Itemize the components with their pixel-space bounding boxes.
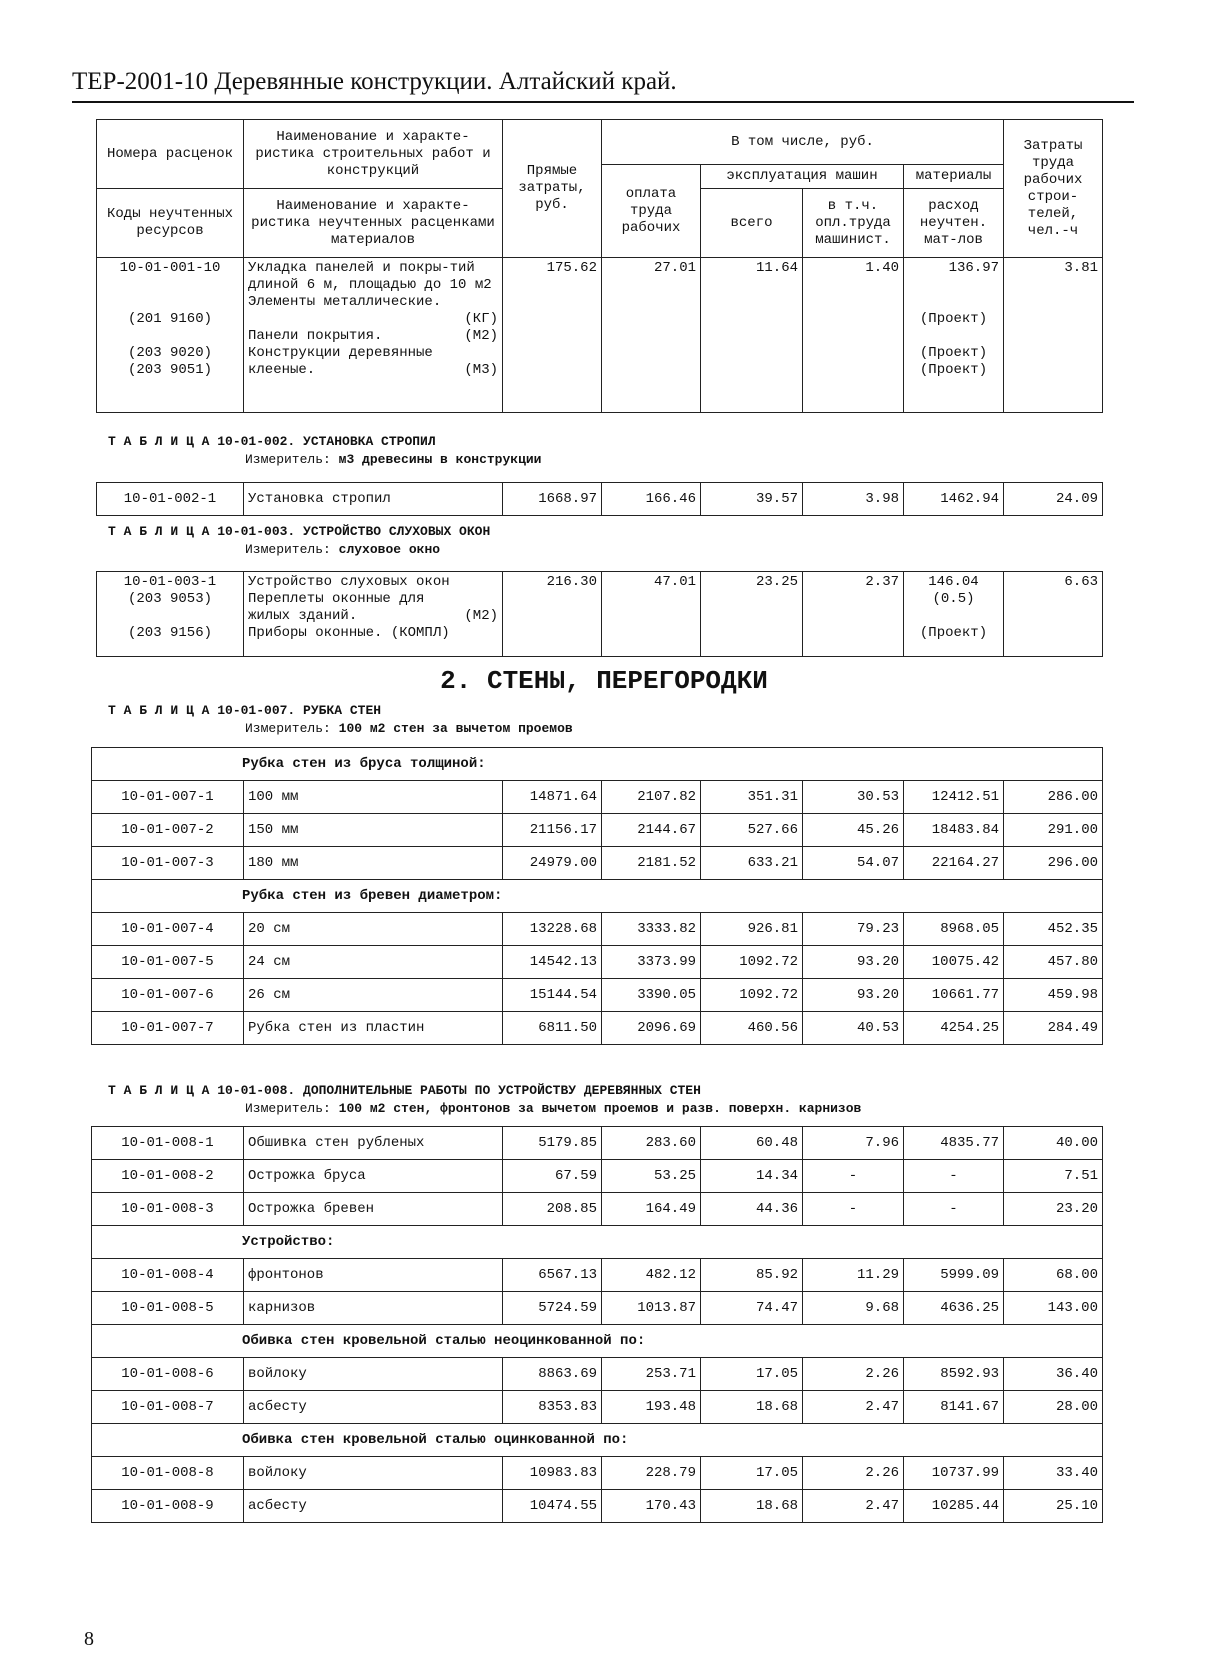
t007-measure-label: Измеритель:	[245, 721, 331, 736]
cell-labor: 286.00	[1004, 781, 1103, 814]
cell-machines-total: 85.92	[701, 1259, 803, 1292]
cell-machines-incl-pay: 2.47	[803, 1490, 904, 1523]
t001-r1-mat: (Проект)	[919, 311, 988, 327]
cell-machines-total: 18.68	[701, 1391, 803, 1424]
cell-materials: 12412.51	[904, 781, 1004, 814]
col-head-labor: Затраты труда рабочих строи-телей, чел.-ч	[1004, 120, 1103, 258]
cell-machines-total: 1092.72	[701, 979, 803, 1012]
t002-labor: 24.09	[1004, 483, 1103, 516]
cell-direct: 8863.69	[503, 1358, 602, 1391]
cell-name: асбесту	[244, 1490, 503, 1523]
cell-materials: 8968.05	[904, 913, 1004, 946]
cell-direct: 21156.17	[503, 814, 602, 847]
t007-group1-label: Рубка стен из бруса толщиной:	[92, 748, 1103, 781]
cell-code: 10-01-007-3	[92, 847, 244, 880]
table-row	[92, 1358, 1103, 1391]
t001-r2-mat: (Проект)	[919, 345, 988, 361]
t003-measure-label: Измеритель:	[245, 542, 331, 557]
t003-measure	[245, 542, 440, 557]
table-row	[92, 1292, 1103, 1325]
t003-r2-code: (203 9156)	[127, 625, 212, 641]
header-table	[96, 119, 1103, 413]
t008-caption: Т А Б Л И Ц А 10-01-008. ДОПОЛНИТЕЛЬНЫЕ РАБОТЫ ПО УСТРОЙСТВУ ДЕРЕВЯННЫХ СТЕН	[108, 1083, 701, 1098]
t008-rows1	[92, 1127, 1103, 1226]
t001-r3-unit: (М3)	[464, 362, 498, 378]
t001-r1-name: Элементы металлические.	[248, 294, 442, 310]
t001-r3-name: Конструкции деревянные	[248, 345, 433, 361]
t001-r3-mat: (Проект)	[919, 362, 988, 378]
cell-machines-total: 351.31	[701, 781, 803, 814]
cell-machines-total: 460.56	[701, 1012, 803, 1045]
t003-caption: Т А Б Л И Ц А 10-01-003. УСТРОЙСТВО СЛУХОВЫХ ОКОН	[108, 524, 491, 539]
t001-direct: 175.62	[503, 258, 602, 413]
t003-r2-mat: (Проект)	[919, 625, 988, 641]
cell-machines-total: 60.48	[701, 1127, 803, 1160]
cell-code: 10-01-008-2	[92, 1160, 244, 1193]
cell-materials: 22164.27	[904, 847, 1004, 880]
t008-group3-label: Обивка стен кровельной сталью оцинкованной по:	[92, 1424, 1103, 1457]
t003-pay: 47.01	[602, 572, 701, 657]
cell-code: 10-01-007-7	[92, 1012, 244, 1045]
col-head-unname: Наименование и характе-ристика неучтенных расценками материалов	[244, 189, 503, 258]
cell-name: 150 мм	[244, 814, 503, 847]
cell-materials: 4254.25	[904, 1012, 1004, 1045]
cell-machines-incl-pay: 30.53	[803, 781, 904, 814]
t008-table	[91, 1126, 1103, 1523]
cell-materials: 4636.25	[904, 1292, 1004, 1325]
t001-r3-name2: клееные.	[248, 362, 316, 378]
cell-machines-incl-pay: 2.26	[803, 1457, 904, 1490]
col-head-materials: материалы	[904, 165, 1004, 189]
t002-measure	[245, 452, 541, 467]
cell-materials: -	[904, 1160, 1004, 1193]
cell-machines-total: 926.81	[701, 913, 803, 946]
t001-pay: 27.01	[602, 258, 701, 413]
cell-machines-total: 44.36	[701, 1193, 803, 1226]
cell-machines-incl-pay: 2.26	[803, 1358, 904, 1391]
cell-machines-total: 17.05	[701, 1457, 803, 1490]
t002-measure-value: м3 древесины в конструкции	[338, 452, 542, 467]
t001-total: 11.64	[701, 258, 803, 413]
t001-r2-code: (203 9020)	[127, 345, 212, 361]
cell-name: 180 мм	[244, 847, 503, 880]
cell-materials: 8141.67	[904, 1391, 1004, 1424]
cell-name: 20 см	[244, 913, 503, 946]
cell-machines-incl-pay: 9.68	[803, 1292, 904, 1325]
section-title: 2. СТЕНЫ, ПЕРЕГОРОДКИ	[440, 666, 768, 696]
cell-code: 10-01-008-1	[92, 1127, 244, 1160]
t008-group1-label: Устройство:	[92, 1226, 1103, 1259]
cell-pay: 3333.82	[602, 913, 701, 946]
t003-incl: 2.37	[803, 572, 904, 657]
cell-code: 10-01-007-2	[92, 814, 244, 847]
cell-name: войлоку	[244, 1358, 503, 1391]
cell-pay: 2181.52	[602, 847, 701, 880]
col-head-pay: оплата труда рабочих	[602, 165, 701, 258]
t001-mat-cell	[904, 258, 1004, 413]
t008-group2-label: Обивка стен кровельной сталью неоцинкованной по:	[92, 1325, 1103, 1358]
cell-pay: 3373.99	[602, 946, 701, 979]
t003-r1-mat: (0.5)	[932, 591, 975, 607]
t003-total: 23.25	[701, 572, 803, 657]
table-row	[92, 1160, 1103, 1193]
t003-direct: 216.30	[503, 572, 602, 657]
t003-name: Устройство слуховых окон	[248, 574, 450, 590]
cell-pay: 170.43	[602, 1490, 701, 1523]
t007-measure	[245, 721, 573, 736]
t002-pay: 166.46	[602, 483, 701, 516]
table-row	[92, 1259, 1103, 1292]
cell-direct: 67.59	[503, 1160, 602, 1193]
col-head-incl: В том числе, руб.	[602, 120, 1004, 165]
cell-machines-incl-pay: -	[803, 1160, 904, 1193]
cell-direct: 6567.13	[503, 1259, 602, 1292]
t001-incl: 1.40	[803, 258, 904, 413]
cell-labor: 296.00	[1004, 847, 1103, 880]
cell-pay: 193.48	[602, 1391, 701, 1424]
cell-direct: 10474.55	[503, 1490, 602, 1523]
cell-machines-incl-pay: 11.29	[803, 1259, 904, 1292]
table-row	[92, 1127, 1103, 1160]
cell-code: 10-01-008-9	[92, 1490, 244, 1523]
cell-code: 10-01-007-6	[92, 979, 244, 1012]
t003-r2-name: Приборы оконные. (КОМПЛ)	[248, 625, 450, 641]
cell-direct: 10983.83	[503, 1457, 602, 1490]
cell-direct: 5179.85	[503, 1127, 602, 1160]
table-row	[92, 946, 1103, 979]
cell-labor: 291.00	[1004, 814, 1103, 847]
t001-labor: 3.81	[1004, 258, 1103, 413]
cell-machines-total: 18.68	[701, 1490, 803, 1523]
t007-rows1	[92, 781, 1103, 880]
t003-table	[96, 571, 1103, 657]
table-row	[92, 1012, 1103, 1045]
cell-labor: 68.00	[1004, 1259, 1103, 1292]
t002-caption: Т А Б Л И Ц А 10-01-002. УСТАНОВКА СТРОПИЛ	[108, 434, 436, 449]
cell-machines-total: 633.21	[701, 847, 803, 880]
t001-name: Укладка панелей и покры-тий длиной 6 м, площадью до 10 м2	[248, 260, 492, 293]
t003-r1-name: Переплеты оконные для	[248, 591, 425, 607]
table-row	[92, 913, 1103, 946]
t008-measure	[245, 1101, 861, 1116]
cell-name: 24 см	[244, 946, 503, 979]
t003-r1-code: (203 9053)	[127, 591, 212, 607]
cell-labor: 143.00	[1004, 1292, 1103, 1325]
t008-rows3	[92, 1358, 1103, 1424]
cell-pay: 2107.82	[602, 781, 701, 814]
cell-pay: 228.79	[602, 1457, 701, 1490]
cell-materials: 10075.42	[904, 946, 1004, 979]
t007-measure-value: 100 м2 стен за вычетом проемов	[338, 721, 573, 736]
cell-materials: 5999.09	[904, 1259, 1004, 1292]
col-head-direct: Прямые затраты, руб.	[503, 120, 602, 258]
cell-name: карнизов	[244, 1292, 503, 1325]
t002-table	[96, 482, 1103, 516]
cell-direct: 6811.50	[503, 1012, 602, 1045]
cell-labor: 457.80	[1004, 946, 1103, 979]
cell-name: Острожка бревен	[244, 1193, 503, 1226]
t001-r3-code: (203 9051)	[127, 362, 212, 378]
t001-code-cell	[97, 258, 244, 413]
cell-materials: -	[904, 1193, 1004, 1226]
cell-labor: 25.10	[1004, 1490, 1103, 1523]
table-row	[92, 1490, 1103, 1523]
t003-name-cell	[244, 572, 503, 657]
t003-measure-value: слуховое окно	[338, 542, 441, 557]
cell-machines-incl-pay: 93.20	[803, 946, 904, 979]
t002-mat: 1462.94	[904, 483, 1004, 516]
cell-machines-total: 1092.72	[701, 946, 803, 979]
t001-r1-code: (201 9160)	[127, 311, 212, 327]
t002-code: 10-01-002-1	[97, 483, 244, 516]
cell-direct: 13228.68	[503, 913, 602, 946]
col-head-total: всего	[701, 189, 803, 258]
t002-total: 39.57	[701, 483, 803, 516]
cell-machines-incl-pay: 7.96	[803, 1127, 904, 1160]
cell-machines-total: 17.05	[701, 1358, 803, 1391]
cell-name: Острожка бруса	[244, 1160, 503, 1193]
cell-labor: 36.40	[1004, 1358, 1103, 1391]
t007-group2-label: Рубка стен из бревен диаметром:	[92, 880, 1103, 913]
t002-name: Установка стропил	[244, 483, 503, 516]
cell-pay: 1013.87	[602, 1292, 701, 1325]
cell-name: асбесту	[244, 1391, 503, 1424]
cell-code: 10-01-008-5	[92, 1292, 244, 1325]
table-row	[92, 814, 1103, 847]
t003-code: 10-01-003-1	[123, 574, 217, 590]
t002-direct: 1668.97	[503, 483, 602, 516]
cell-code: 10-01-007-4	[92, 913, 244, 946]
cell-direct: 5724.59	[503, 1292, 602, 1325]
cell-machines-total: 527.66	[701, 814, 803, 847]
cell-direct: 14542.13	[503, 946, 602, 979]
cell-pay: 283.60	[602, 1127, 701, 1160]
table-row	[92, 1457, 1103, 1490]
cell-materials: 10737.99	[904, 1457, 1004, 1490]
cell-labor: 23.20	[1004, 1193, 1103, 1226]
cell-labor: 28.00	[1004, 1391, 1103, 1424]
cell-materials: 18483.84	[904, 814, 1004, 847]
t002-measure-label: Измеритель:	[245, 452, 331, 467]
t008-rows2	[92, 1259, 1103, 1325]
cell-pay: 2144.67	[602, 814, 701, 847]
cell-direct: 8353.83	[503, 1391, 602, 1424]
cell-direct: 15144.54	[503, 979, 602, 1012]
cell-name: фронтонов	[244, 1259, 503, 1292]
col-head-name: Наименование и характе-ристика строительных работ и конструкций	[244, 120, 503, 189]
t001-mat: 136.97	[948, 260, 1000, 276]
t003-labor: 6.63	[1004, 572, 1103, 657]
page-number: 8	[84, 1628, 94, 1650]
t002-incl: 3.98	[803, 483, 904, 516]
t008-rows4	[92, 1457, 1103, 1523]
cell-name: войлоку	[244, 1457, 503, 1490]
t001-r2-unit: (М2)	[464, 328, 498, 344]
table-row	[92, 781, 1103, 814]
cell-labor: 459.98	[1004, 979, 1103, 1012]
col-head-codes: Коды неучтенных ресурсов	[97, 189, 244, 258]
col-head-machines: эксплуатация машин	[701, 165, 904, 189]
cell-labor: 33.40	[1004, 1457, 1103, 1490]
cell-machines-incl-pay: -	[803, 1193, 904, 1226]
cell-materials: 4835.77	[904, 1127, 1004, 1160]
t008-measure-value: 100 м2 стен, фронтонов за вычетом проемов и разв. поверхн. карнизов	[338, 1101, 862, 1116]
col-head-consumption: расход неучтен. мат-лов	[904, 189, 1004, 258]
cell-name: Рубка стен из пластин	[244, 1012, 503, 1045]
cell-pay: 53.25	[602, 1160, 701, 1193]
table-row	[92, 1193, 1103, 1226]
table-row	[92, 979, 1103, 1012]
cell-code: 10-01-008-6	[92, 1358, 244, 1391]
cell-name: 100 мм	[244, 781, 503, 814]
cell-code: 10-01-008-4	[92, 1259, 244, 1292]
col-head-num: Номера расценок	[97, 120, 244, 189]
cell-direct: 24979.00	[503, 847, 602, 880]
cell-machines-incl-pay: 45.26	[803, 814, 904, 847]
cell-pay: 3390.05	[602, 979, 701, 1012]
table-row	[92, 1391, 1103, 1424]
page-header-title: ТЕР-2001-10 Деревянные конструкции. Алтайский край.	[72, 68, 677, 95]
t003-r1-unit: (М2)	[464, 608, 498, 624]
cell-materials: 10285.44	[904, 1490, 1004, 1523]
t001-code: 10-01-001-10	[119, 260, 221, 276]
t008-measure-label: Измеритель:	[245, 1101, 331, 1116]
cell-machines-incl-pay: 54.07	[803, 847, 904, 880]
t003-code-cell	[97, 572, 244, 657]
cell-pay: 253.71	[602, 1358, 701, 1391]
t001-r1-unit: (КГ)	[464, 311, 498, 327]
cell-labor: 284.49	[1004, 1012, 1103, 1045]
cell-code: 10-01-007-1	[92, 781, 244, 814]
cell-pay: 2096.69	[602, 1012, 701, 1045]
t007-table	[91, 747, 1103, 1045]
cell-machines-incl-pay: 79.23	[803, 913, 904, 946]
t003-r1-name2: жилых зданий.	[248, 608, 358, 624]
t007-rows2	[92, 913, 1103, 1045]
t003-mat: 146.04	[928, 574, 979, 590]
col-head-incl-pay: в т.ч. опл.труда машинист.	[803, 189, 904, 258]
cell-materials: 10661.77	[904, 979, 1004, 1012]
t001-r2-name: Панели покрытия.	[248, 328, 383, 344]
header-divider	[72, 101, 1134, 103]
cell-code: 10-01-008-7	[92, 1391, 244, 1424]
cell-code: 10-01-007-5	[92, 946, 244, 979]
t001-name-cell	[244, 258, 503, 413]
cell-materials: 8592.93	[904, 1358, 1004, 1391]
cell-machines-incl-pay: 2.47	[803, 1391, 904, 1424]
cell-machines-incl-pay: 93.20	[803, 979, 904, 1012]
cell-labor: 7.51	[1004, 1160, 1103, 1193]
cell-code: 10-01-008-3	[92, 1193, 244, 1226]
cell-name: 26 см	[244, 979, 503, 1012]
table-row	[92, 847, 1103, 880]
cell-machines-incl-pay: 40.53	[803, 1012, 904, 1045]
t003-mat-cell	[904, 572, 1004, 657]
t007-caption: Т А Б Л И Ц А 10-01-007. РУБКА СТЕН	[108, 703, 382, 718]
cell-labor: 452.35	[1004, 913, 1103, 946]
cell-machines-total: 74.47	[701, 1292, 803, 1325]
cell-code: 10-01-008-8	[92, 1457, 244, 1490]
cell-pay: 164.49	[602, 1193, 701, 1226]
cell-machines-total: 14.34	[701, 1160, 803, 1193]
cell-name: Обшивка стен рубленых	[244, 1127, 503, 1160]
cell-direct: 208.85	[503, 1193, 602, 1226]
cell-labor: 40.00	[1004, 1127, 1103, 1160]
cell-direct: 14871.64	[503, 781, 602, 814]
cell-pay: 482.12	[602, 1259, 701, 1292]
